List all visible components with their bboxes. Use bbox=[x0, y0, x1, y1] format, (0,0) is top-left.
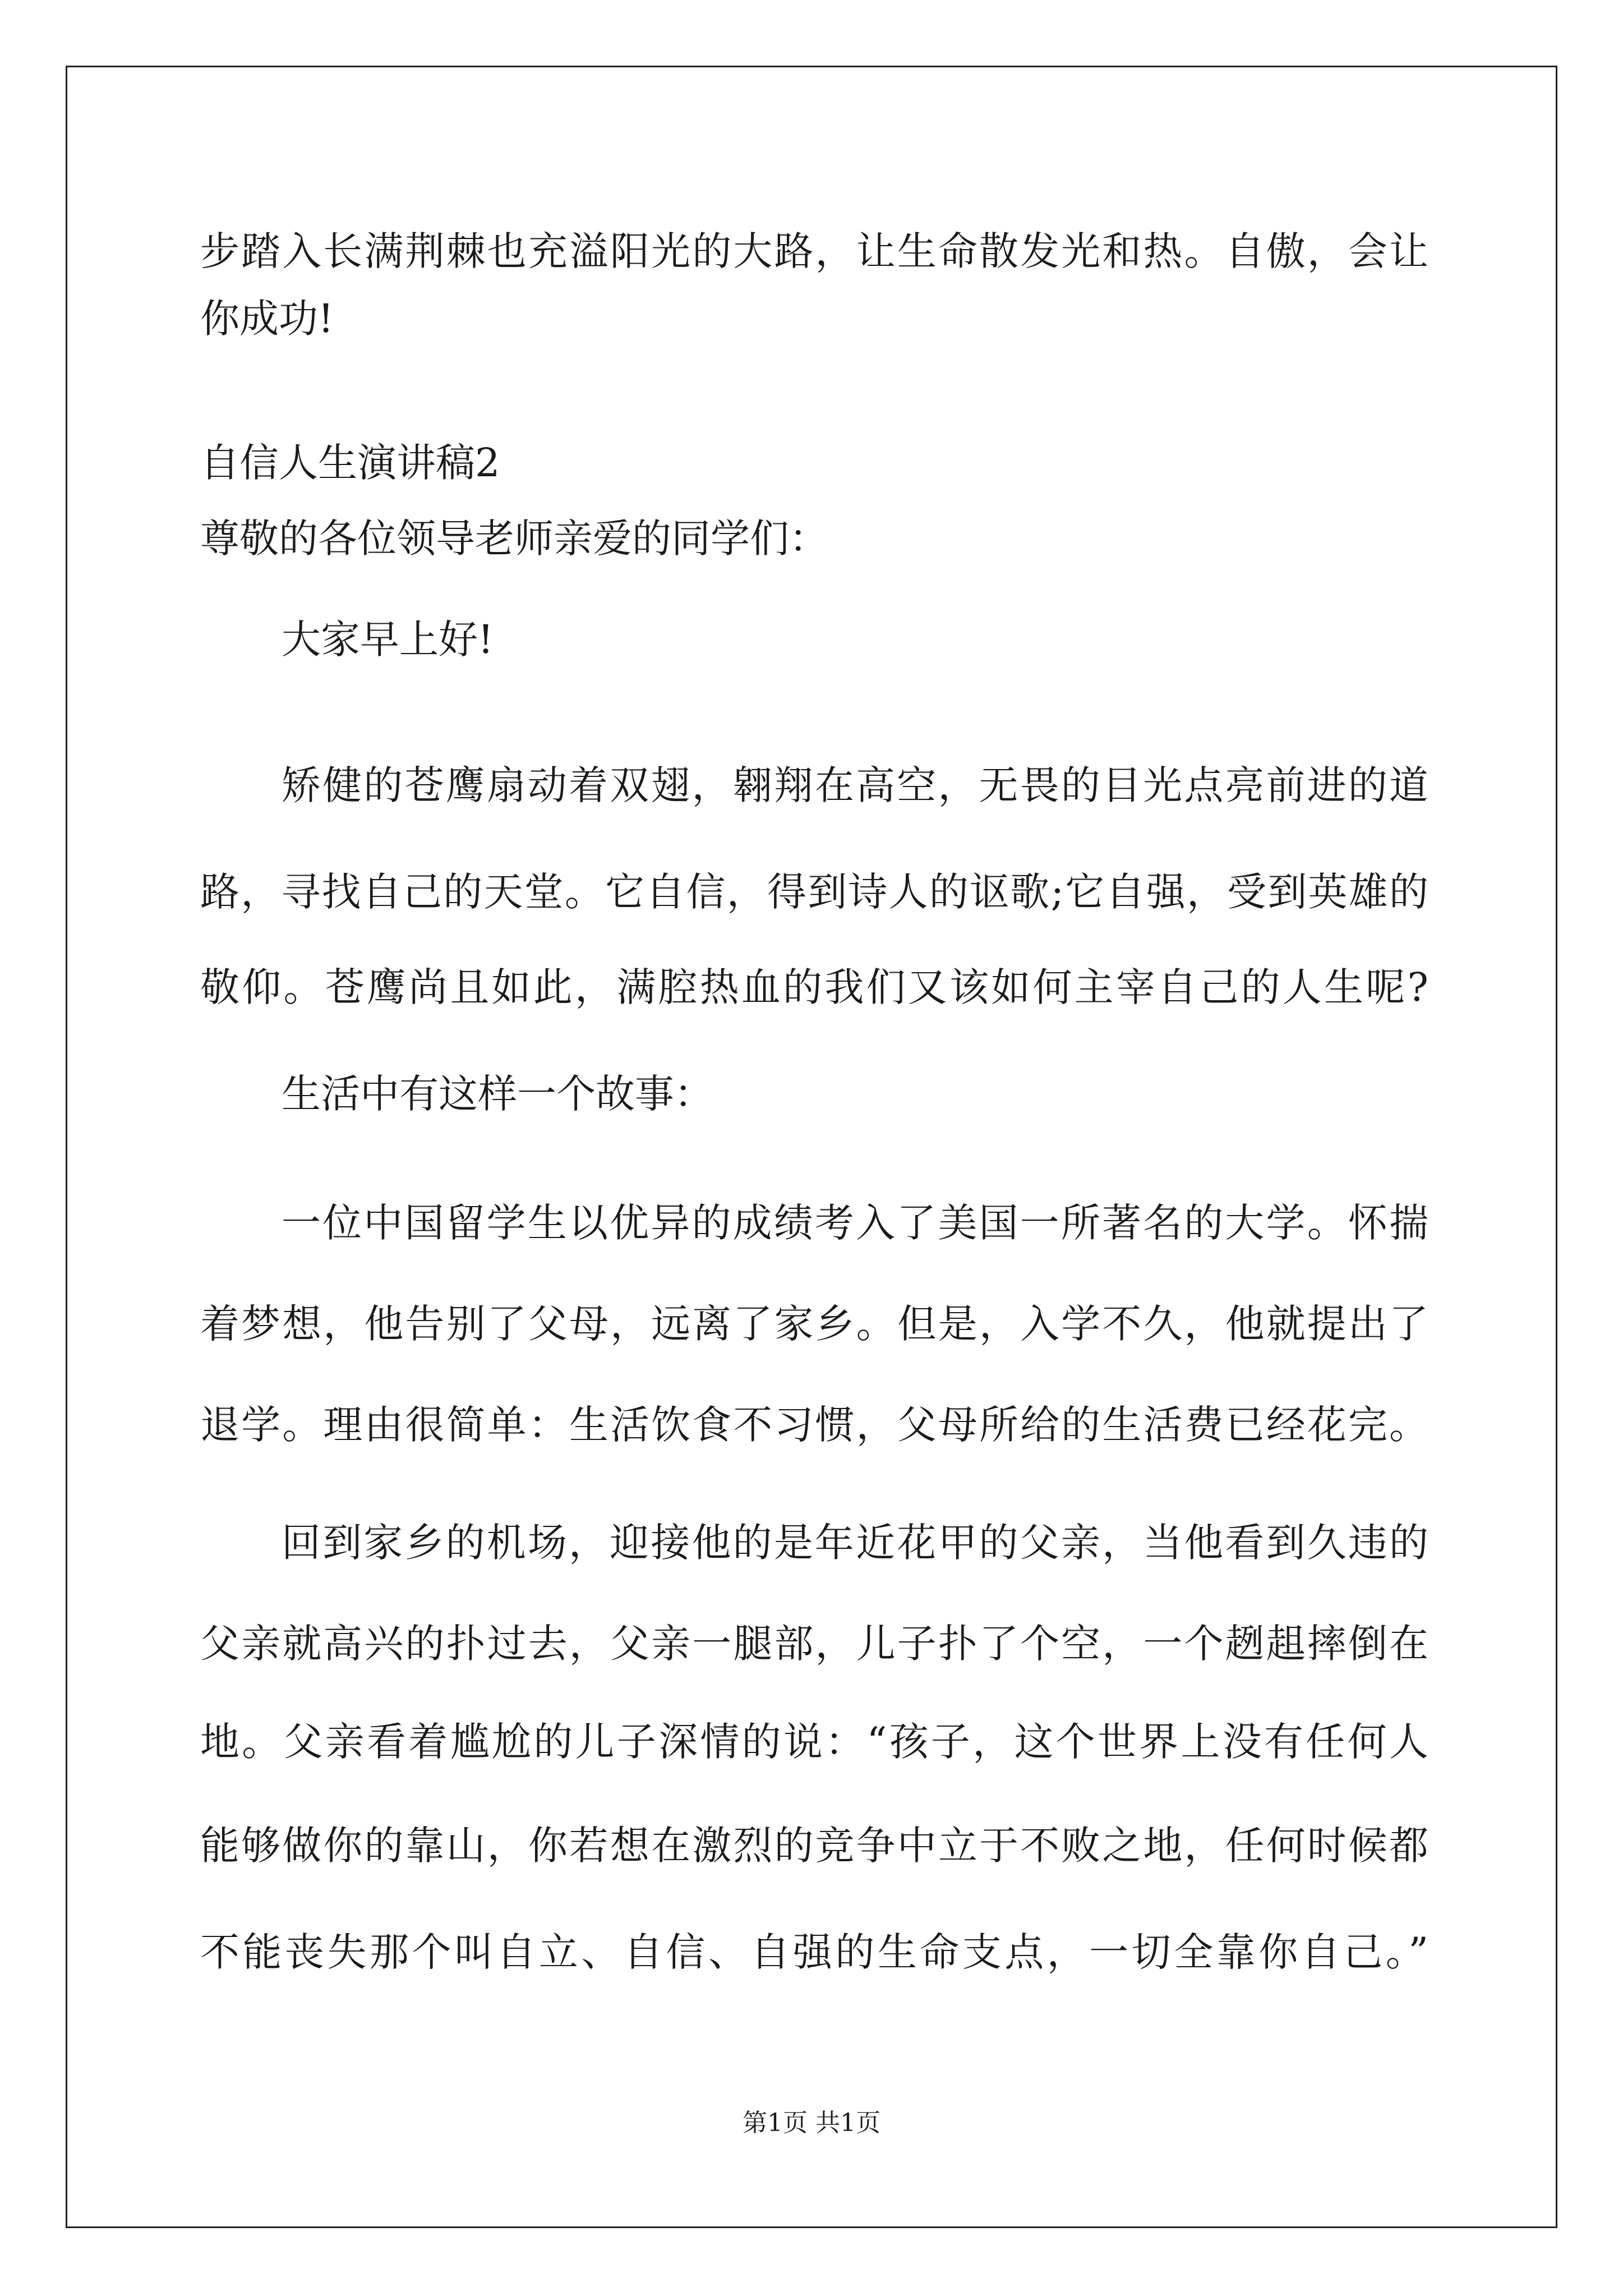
text-line: 路，寻找自己的天堂。它自信，得到诗人的讴歌;它自强，受到英雄的 bbox=[200, 869, 1428, 915]
greeting-line: 大家早上好! bbox=[282, 616, 494, 662]
text-line: 矫健的苍鹰扇动着双翅，翱翔在高空，无畏的目光点亮前进的道 bbox=[282, 762, 1428, 808]
text-line: 退学。理由很简单：生活饮食不习惯，父母所给的生活费已经花完。 bbox=[200, 1402, 1428, 1448]
text-line: 生活中有这样一个故事： bbox=[282, 1071, 713, 1117]
page-border bbox=[66, 66, 1557, 2228]
text-line: 你成功! bbox=[200, 296, 334, 342]
text-line: 父亲就高兴的扑过去，父亲一腿部，儿子扑了个空，一个趔趄摔倒在 bbox=[200, 1621, 1428, 1667]
section-heading: 自信人生演讲稿2 bbox=[200, 440, 500, 486]
salutation: 尊敬的各位领导老师亲爱的同学们： bbox=[200, 516, 828, 562]
text-line: 回到家乡的机场，迎接他的是年近花甲的父亲，当他看到久违的 bbox=[282, 1520, 1428, 1566]
text-line: 不能丧失那个叫自立、自信、自强的生命支点，一切全靠你自己。” bbox=[200, 1929, 1428, 1975]
text-line: 敬仰。苍鹰尚且如此，满腔热血的我们又该如何主宰自己的人生呢? bbox=[200, 964, 1428, 1010]
text-line: 步踏入长满荆棘也充溢阳光的大路，让生命散发光和热。自傲，会让 bbox=[200, 228, 1428, 274]
text-line: 一位中国留学生以优异的成绩考入了美国一所著名的大学。怀揣 bbox=[282, 1200, 1428, 1246]
text-line: 能够做你的靠山，你若想在激烈的竞争中立于不败之地，任何时候都 bbox=[200, 1823, 1428, 1869]
text-line: 着梦想，他告别了父母，远离了家乡。但是，入学不久，他就提出了 bbox=[200, 1301, 1428, 1347]
text-line: 地。父亲看着尴尬的儿子深情的说：“孩子，这个世界上没有任何人 bbox=[200, 1719, 1428, 1765]
page-footer: 第1页 共1页 bbox=[743, 2109, 880, 2137]
